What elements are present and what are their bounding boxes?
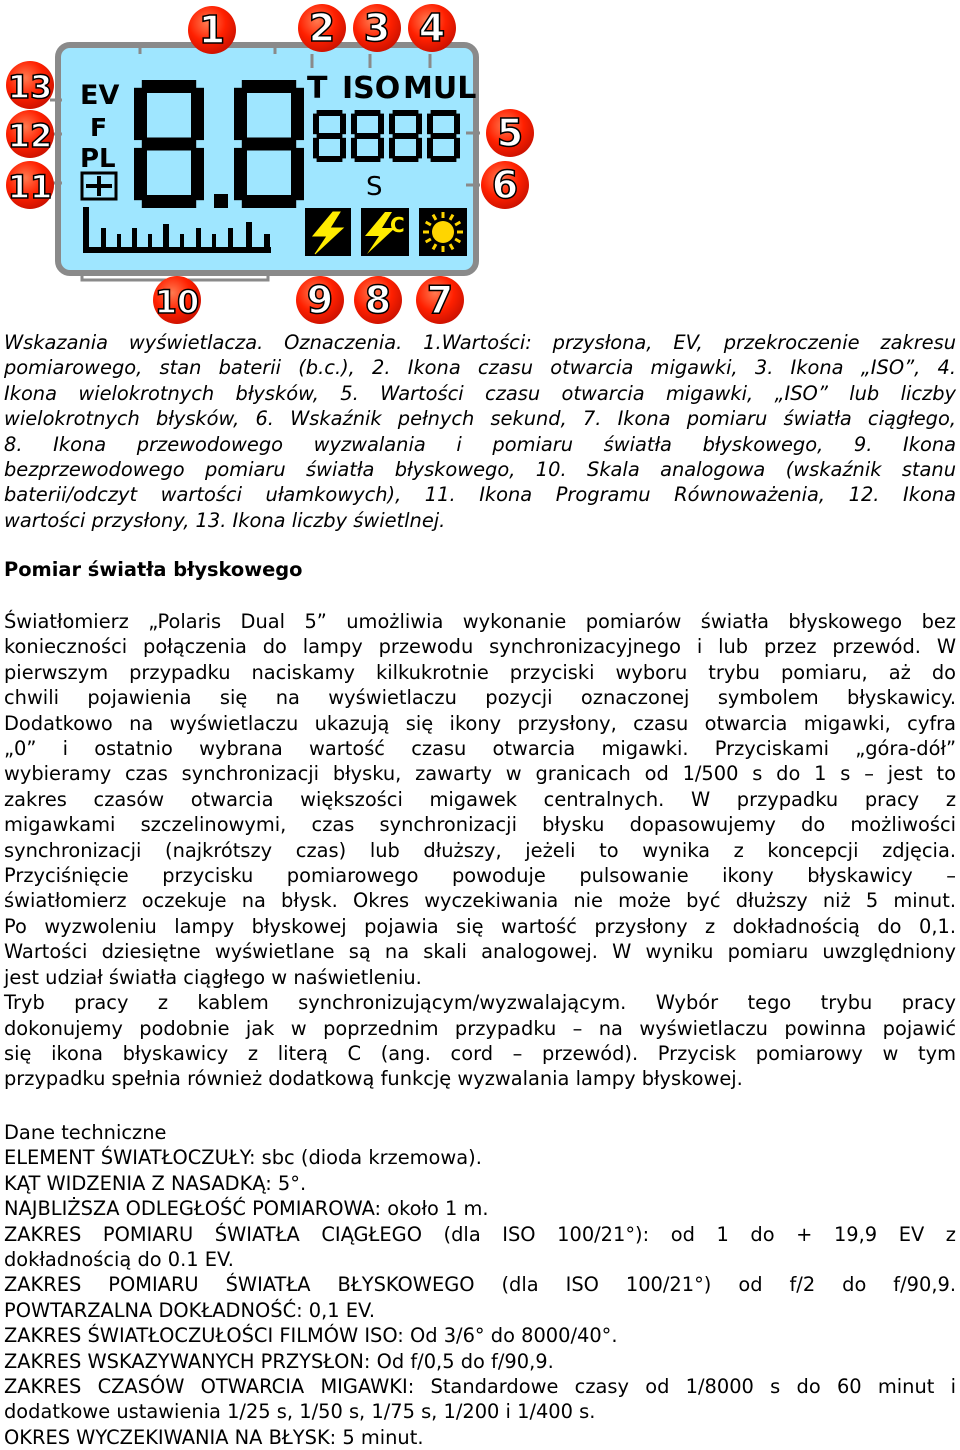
pl-label: PL <box>80 144 116 174</box>
intro-line: chwili pojawienia się na wyświetlaczu pozycji oznaczonej symbolem błyskawicy. <box>4 686 956 710</box>
lcd-diagram <box>0 0 960 330</box>
intro-line: Tryb pracy z kablem synchronizującym/wyzwalającym. Wybór tego trybu pracy <box>4 991 956 1015</box>
tech-line: dokładnością do 0.1 EV. <box>4 1248 234 1272</box>
tech-line: POWTARZALNA DOKŁADNOŚĆ: 0,1 EV. <box>4 1298 375 1322</box>
intro-line: dokonujemy podobnie jak w poprzednim przypadku – na wyświetlaczu powinna pojawić <box>4 1016 956 1040</box>
tech-line: dodatkowe ustawienia 1/25 s, 1/50 s, 1/75 s, 1/200 i 1/400 s. <box>4 1400 596 1424</box>
callout-number: 3 <box>363 6 391 50</box>
callout-number: 9 <box>306 278 334 322</box>
callout-number: 13 <box>7 68 53 106</box>
intro-line: jest udział światła ciągłego w naświetleniu. <box>4 965 422 989</box>
intro-line: zakres czasów otwarcia większości migawek centralnych. W przypadku pracy z <box>4 787 956 811</box>
svg-text:C: C <box>390 213 405 237</box>
tech-line: ZAKRES POMIARU ŚWIATŁA BŁYSKOWEGO (dla ISO 100/21°) od f/2 do f/90,9. <box>4 1273 956 1297</box>
s-label: S <box>366 172 383 202</box>
flash-cord-icon <box>361 208 409 256</box>
tech-line: ELEMENT ŚWIATŁOCZUŁY: sbc (dioda krzemowa). <box>4 1146 482 1170</box>
tech-line: NAJBLIŻSZA ODLEGŁOŚĆ POMIAROWA: około 1 m. <box>4 1197 489 1221</box>
callout-number: 6 <box>491 163 519 207</box>
intro-line: Dodatkowo na wyświetlaczu ukazują się ikony przysłony, czasu otwarcia migawki, cyfra <box>4 711 956 735</box>
tech-line: ZAKRES POMIARU ŚWIATŁA CIĄGŁEGO (dla ISO 100/21°): od 1 do + 19,9 EV z <box>4 1222 956 1246</box>
tech-line: ZAKRES ŚWIATŁOCZUŁOŚCI FILMÓW ISO: Od 3/6° do 8000/40°. <box>4 1324 618 1348</box>
technical-data <box>4 1120 956 1450</box>
caption-line: bezprzewodowego pomiaru światła błyskowego, 10. Skala analogowa (wskaźnik stanu <box>4 458 956 482</box>
intro-line: konieczności połączenia do lampy przewodu synchronizacyjnego i lub przez przewód. W <box>4 635 956 659</box>
callout-number: 10 <box>154 283 200 321</box>
figure-caption <box>4 330 956 533</box>
intro-line: przypadku spełnia również dodatkową funkcję wyzwalania lampy błyskowej. <box>4 1067 743 1091</box>
caption-line: wielokrotnych błysków, 6. Wskaźnik pełnych sekund, 7. Ikona pomiaru światła ciągłego, <box>4 407 956 431</box>
callout-number: 4 <box>418 6 446 50</box>
sun-icon <box>419 208 467 256</box>
intro-line: Wartości dziesiętne wyświetlane są na skali analogowej. W wyniku pomiaru uwzględniony <box>4 940 956 964</box>
f-label: F <box>90 113 108 142</box>
section-heading: Pomiar światła błyskowego <box>4 558 303 581</box>
intro-line: Po wyzwoleniu lampy błyskowej pojawia się wartość przysłony z dokładnością do 0,1. <box>4 914 956 938</box>
intro-line: pierwszym przypadku naciskamy kilkukrotnie przyciski wyboru trybu pomiaru, aż do <box>4 660 956 684</box>
tech-line: ZAKRES WSKAZYWANYCH PRZYSŁON: Od f/0,5 do f/90,9. <box>4 1349 554 1373</box>
tech-line: KĄT WIDZENIA Z NASADKĄ: 5°. <box>4 1171 307 1195</box>
mul-label: MUL <box>403 71 477 106</box>
intro-line: synchronizacji (najkrótszy czas) lub dłuższy, jeżeli to wynika z koncepcji zdjęcia. <box>4 838 956 862</box>
caption-line: Wskazania wyświetlacza. Oznaczenia. 1.Wartości: przysłona, EV, przekroczenie zakresu <box>4 331 956 354</box>
intro-line: wybieramy czas synchronizacji błysku, zawarty w granicach od 1/500 s do 1 s – jest to <box>4 762 956 786</box>
caption-line: Ikona wielokrotnych błysków, 5. Wartości czasu otwarcia migawki, „ISO” lub liczby <box>4 381 956 405</box>
intro-line: „0” i ostatnio wybrana wartość czasu otwarcia migawki. Przyciskami „góra-dół” <box>4 737 956 761</box>
intro-line: światłomierz oczekuje na błysk. Okres wyczekiwania nie może być dłuższy niż 5 minut. <box>4 889 956 913</box>
iso-label: ISO <box>342 71 401 106</box>
callout-number: 12 <box>7 117 53 155</box>
flash-icon <box>305 208 351 256</box>
intro-line: Przyciśnięcie przycisku pomiarowego powoduje pulsowanie ikony błyskawicy – <box>4 864 956 888</box>
callout-number: 1 <box>198 8 226 52</box>
t-label: T <box>307 71 328 106</box>
callout-number: 2 <box>308 6 336 50</box>
intro-line: się ikona błyskawicy z literą C (ang. cord – przewód). Przycisk pomiarowy w tym <box>4 1041 956 1065</box>
tech-line: ZAKRES CZASÓW OTWARCIA MIGAWKI: Standardowe czasy od 1/8000 s do 60 minut i <box>4 1375 956 1399</box>
caption-line: wartości przysłony, 13. Ikona liczby świetlnej. <box>4 508 446 532</box>
callout-number: 8 <box>364 278 392 322</box>
intro-line: Światłomierz „Polaris Dual 5” umożliwia wykonanie pomiarów światła błyskowego bez <box>4 610 956 633</box>
intro-line: migawkami szczelinowymi, czas synchronizacji błysku dopasowujemy do możliwości <box>4 813 956 837</box>
tech-line: Dane techniczne <box>4 1121 167 1144</box>
ev-label: EV <box>80 80 120 111</box>
caption-line: 8. Ikona przewodowego wyzwalania i pomiaru światła błyskowego, 9. Ikona <box>4 432 956 456</box>
caption-line: baterii/odczyt wartości ułamkowych), 11. Ikona Programu Równoważenia, 12. Ikona <box>4 483 956 507</box>
callout-number: 11 <box>7 168 53 206</box>
section-body <box>4 609 956 1092</box>
callout-number: 7 <box>426 278 454 322</box>
callout-number: 5 <box>496 111 524 155</box>
caption-line: pomiarowego, stan baterii (b.c.), 2. Ikona czasu otwarcia migawki, 3. Ikona „ISO”, 4. <box>4 356 956 380</box>
tech-line: OKRES WYCZEKIWANIA NA BŁYSK: 5 minut. <box>4 1425 424 1449</box>
